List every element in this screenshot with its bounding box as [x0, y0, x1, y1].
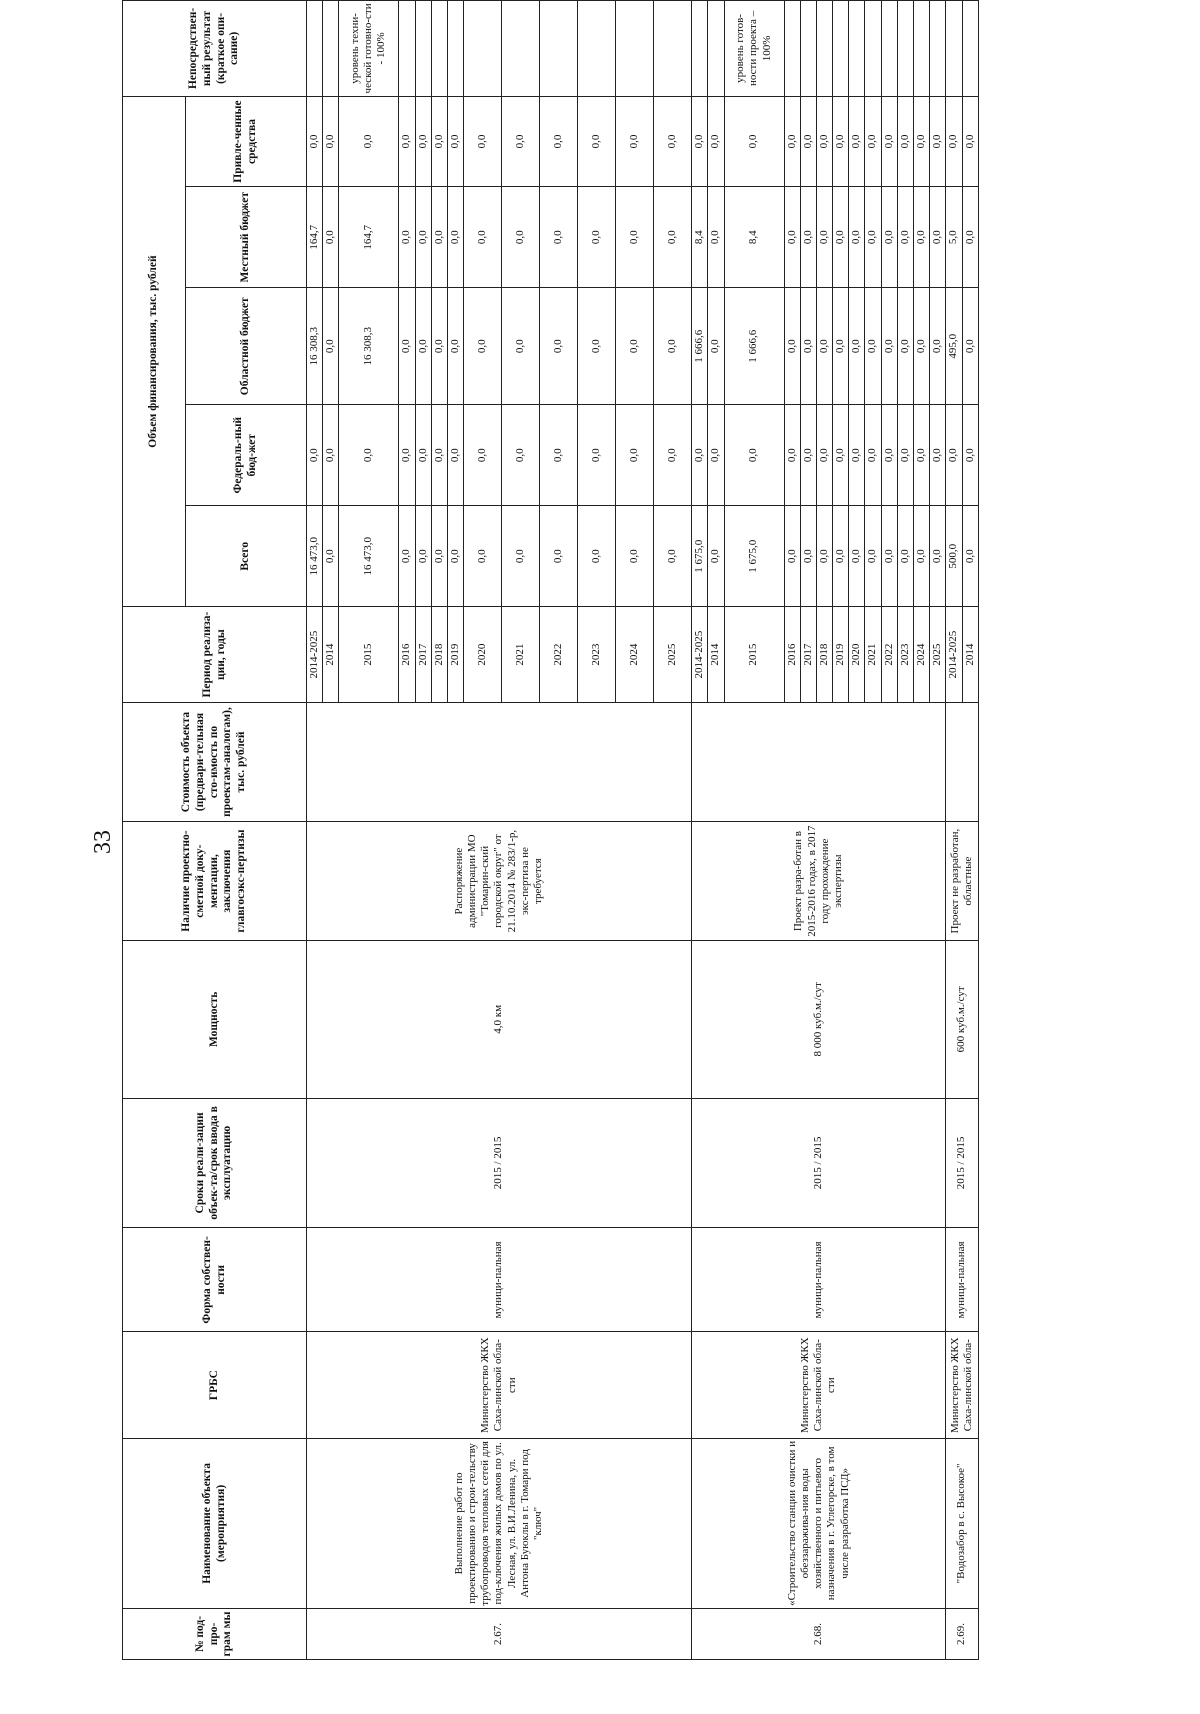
attracted-cell: 0,0: [431, 96, 447, 186]
period-cell: 2023: [897, 607, 913, 703]
object-terms: 2015 / 2015: [692, 1098, 946, 1228]
total-cell: 0,0: [447, 506, 463, 607]
result-cell: [464, 1, 502, 97]
period-cell: 2014-2025: [307, 607, 323, 703]
attracted-cell: 0,0: [339, 96, 399, 186]
period-cell: 2018: [431, 607, 447, 703]
object-ownership: муници-пальная: [307, 1228, 692, 1332]
federal-cell: 0,0: [399, 405, 415, 506]
result-cell: уровень техни-ческой готовно-сти - 100%: [339, 1, 399, 97]
federal-cell: 0,0: [724, 405, 784, 506]
local-cell: 0,0: [708, 187, 724, 288]
header-cost: Стоимость объекта (предвари-тельная сто-имость по проектам-аналогам), тыс. рублей: [123, 702, 307, 821]
regional-cell: 0,0: [930, 288, 946, 405]
result-cell: [323, 1, 339, 97]
federal-cell: 0,0: [578, 405, 616, 506]
attracted-cell: 0,0: [881, 96, 897, 186]
attracted-cell: 0,0: [323, 96, 339, 186]
period-cell: 2016: [399, 607, 415, 703]
regional-cell: 0,0: [881, 288, 897, 405]
period-cell: 2014-2025: [946, 607, 962, 703]
header-funding: Объем финансирования, тыс. рублей: [123, 96, 186, 606]
attracted-cell: 0,0: [833, 96, 849, 186]
local-cell: 0,0: [881, 187, 897, 288]
total-cell: 0,0: [897, 506, 913, 607]
period-cell: 2024: [914, 607, 930, 703]
federal-cell: 0,0: [540, 405, 578, 506]
federal-cell: 0,0: [816, 405, 832, 506]
result-cell: [865, 1, 881, 97]
attracted-cell: 0,0: [540, 96, 578, 186]
total-cell: 0,0: [881, 506, 897, 607]
attracted-cell: 0,0: [962, 96, 978, 186]
regional-cell: 0,0: [447, 288, 463, 405]
attracted-cell: 0,0: [865, 96, 881, 186]
regional-cell: 0,0: [914, 288, 930, 405]
object-cost: [307, 702, 692, 821]
attracted-cell: 0,0: [447, 96, 463, 186]
total-cell: 0,0: [464, 506, 502, 607]
regional-cell: 0,0: [654, 288, 692, 405]
period-cell: 2014: [323, 607, 339, 703]
total-cell: 0,0: [816, 506, 832, 607]
attracted-cell: 0,0: [930, 96, 946, 186]
object-capacity: 4,0 км: [307, 941, 692, 1098]
total-cell: 0,0: [849, 506, 865, 607]
result-cell: [578, 1, 616, 97]
object-name: «Строительство станции очистки и обеззаражива-ния воды хозяйственного и питьевого назначения в г. Углегорске, в том числе разработка ПСД»: [692, 1438, 946, 1608]
header-attracted: Привле-ченные средства: [186, 96, 307, 186]
header-regional: Областной бюджет: [186, 288, 307, 405]
object-psd: Проект разра-ботан в 2015-2016 годах, в 2017 году прохождение экспертизы: [692, 822, 946, 941]
total-cell: 0,0: [323, 506, 339, 607]
header-grbs: ГРБС: [123, 1332, 307, 1438]
period-cell: 2018: [816, 607, 832, 703]
federal-cell: 0,0: [616, 405, 654, 506]
result-cell: [800, 1, 816, 97]
total-cell: 0,0: [502, 506, 540, 607]
object-capacity: 600 куб.м./сут: [946, 941, 978, 1098]
attracted-cell: 0,0: [307, 96, 323, 186]
federal-cell: 0,0: [849, 405, 865, 506]
attracted-cell: 0,0: [800, 96, 816, 186]
local-cell: 5,0: [946, 187, 962, 288]
federal-cell: 0,0: [415, 405, 431, 506]
table-body: [307, 1, 979, 1660]
period-cell: 2024: [616, 607, 654, 703]
object-cost: [692, 702, 946, 821]
regional-cell: 0,0: [415, 288, 431, 405]
header-terms: Сроки реали-зации объек-та/срок ввода в эксплуатацию: [123, 1098, 307, 1228]
attracted-cell: 0,0: [914, 96, 930, 186]
result-cell: [692, 1, 708, 97]
object-psd: Распоряжение администрации МО "Томарин-ский городской округ" от 21.10.2014 № 283/1-р, экс-пертиза не требуется: [307, 822, 692, 941]
object-terms: 2015 / 2015: [307, 1098, 692, 1228]
period-cell: 2021: [865, 607, 881, 703]
regional-cell: 0,0: [616, 288, 654, 405]
result-cell: [962, 1, 978, 97]
header-total: Всего: [186, 506, 307, 607]
header-capacity: Мощность: [123, 941, 307, 1098]
period-cell: 2015: [724, 607, 784, 703]
object-terms: 2015 / 2015: [946, 1098, 978, 1228]
attracted-cell: 0,0: [946, 96, 962, 186]
federal-cell: 0,0: [307, 405, 323, 506]
header-local: Местный бюджет: [186, 187, 307, 288]
regional-cell: 0,0: [708, 288, 724, 405]
result-cell: [930, 1, 946, 97]
object-number: 2.69.: [946, 1608, 978, 1659]
regional-cell: 0,0: [502, 288, 540, 405]
regional-cell: 0,0: [800, 288, 816, 405]
period-cell: 2016: [784, 607, 800, 703]
federal-cell: 0,0: [946, 405, 962, 506]
local-cell: 164,7: [307, 187, 323, 288]
attracted-cell: 0,0: [654, 96, 692, 186]
total-cell: 0,0: [962, 506, 978, 607]
local-cell: 0,0: [962, 187, 978, 288]
result-cell: [708, 1, 724, 97]
period-cell: 2025: [654, 607, 692, 703]
federal-cell: 0,0: [897, 405, 913, 506]
local-cell: 0,0: [897, 187, 913, 288]
local-cell: 0,0: [578, 187, 616, 288]
attracted-cell: 0,0: [415, 96, 431, 186]
regional-cell: 0,0: [816, 288, 832, 405]
federal-cell: 0,0: [431, 405, 447, 506]
regional-cell: 16 308,3: [307, 288, 323, 405]
object-psd: Проект не разработан, областные: [946, 822, 978, 941]
period-cell: 2022: [540, 607, 578, 703]
total-cell: 0,0: [708, 506, 724, 607]
local-cell: 0,0: [800, 187, 816, 288]
federal-cell: 0,0: [692, 405, 708, 506]
federal-cell: 0,0: [447, 405, 463, 506]
attracted-cell: 0,0: [616, 96, 654, 186]
result-cell: [881, 1, 897, 97]
period-cell: 2019: [447, 607, 463, 703]
result-cell: [540, 1, 578, 97]
result-cell: [502, 1, 540, 97]
local-cell: 0,0: [865, 187, 881, 288]
attracted-cell: 0,0: [578, 96, 616, 186]
regional-cell: 0,0: [540, 288, 578, 405]
local-cell: 0,0: [431, 187, 447, 288]
period-cell: 2021: [502, 607, 540, 703]
total-cell: 0,0: [930, 506, 946, 607]
rotated-table-container: [122, 0, 1200, 1660]
local-cell: 0,0: [447, 187, 463, 288]
federal-cell: 0,0: [881, 405, 897, 506]
regional-cell: 0,0: [865, 288, 881, 405]
total-cell: 0,0: [578, 506, 616, 607]
result-cell: [946, 1, 962, 97]
attracted-cell: 0,0: [897, 96, 913, 186]
total-cell: 0,0: [833, 506, 849, 607]
federal-cell: 0,0: [339, 405, 399, 506]
attracted-cell: 0,0: [724, 96, 784, 186]
period-cell: 2020: [464, 607, 502, 703]
federal-cell: 0,0: [930, 405, 946, 506]
object-ownership: муници-пальная: [946, 1228, 978, 1332]
federal-cell: 0,0: [323, 405, 339, 506]
regional-cell: 0,0: [431, 288, 447, 405]
total-cell: 0,0: [616, 506, 654, 607]
attracted-cell: 0,0: [692, 96, 708, 186]
result-cell: [307, 1, 323, 97]
local-cell: 0,0: [415, 187, 431, 288]
total-cell: 1 675,0: [692, 506, 708, 607]
local-cell: 0,0: [323, 187, 339, 288]
federal-cell: 0,0: [865, 405, 881, 506]
local-cell: 0,0: [540, 187, 578, 288]
total-cell: 0,0: [784, 506, 800, 607]
local-cell: 0,0: [914, 187, 930, 288]
header-result: Непосредствен-ный результат (краткое опи-сание): [123, 1, 307, 97]
local-cell: 164,7: [339, 187, 399, 288]
object-number: 2.67.: [307, 1608, 692, 1659]
regional-cell: 0,0: [897, 288, 913, 405]
local-cell: 0,0: [849, 187, 865, 288]
federal-cell: 0,0: [502, 405, 540, 506]
result-cell: [616, 1, 654, 97]
federal-cell: 0,0: [654, 405, 692, 506]
local-cell: 0,0: [399, 187, 415, 288]
local-cell: 0,0: [654, 187, 692, 288]
attracted-cell: 0,0: [502, 96, 540, 186]
period-cell: 2017: [800, 607, 816, 703]
result-cell: [914, 1, 930, 97]
total-cell: 0,0: [399, 506, 415, 607]
local-cell: 0,0: [784, 187, 800, 288]
table-row: [307, 1, 323, 1660]
header-psd: Наличие проектно-сметной доку-ментации, заключения главгосэкс-пертизы: [123, 822, 307, 941]
header-name: Наименование объекта (мероприятия): [123, 1438, 307, 1608]
period-cell: 2025: [930, 607, 946, 703]
regional-cell: 0,0: [578, 288, 616, 405]
total-cell: 0,0: [914, 506, 930, 607]
result-cell: [833, 1, 849, 97]
local-cell: 0,0: [833, 187, 849, 288]
regional-cell: 0,0: [323, 288, 339, 405]
regional-cell: 495,0: [946, 288, 962, 405]
total-cell: 0,0: [654, 506, 692, 607]
federal-cell: 0,0: [914, 405, 930, 506]
object-grbs: Министерство ЖКХ Саха-линской обла-сти: [307, 1332, 692, 1438]
total-cell: 16 473,0: [339, 506, 399, 607]
object-ownership: муници-пальная: [692, 1228, 946, 1332]
period-cell: 2014: [708, 607, 724, 703]
total-cell: 0,0: [540, 506, 578, 607]
period-cell: 2019: [833, 607, 849, 703]
result-cell: [431, 1, 447, 97]
total-cell: 16 473,0: [307, 506, 323, 607]
regional-cell: 0,0: [849, 288, 865, 405]
object-capacity: 8 000 куб.м./сут: [692, 941, 946, 1098]
attracted-cell: 0,0: [849, 96, 865, 186]
regional-cell: 0,0: [399, 288, 415, 405]
total-cell: 1 675,0: [724, 506, 784, 607]
result-cell: [897, 1, 913, 97]
total-cell: 0,0: [431, 506, 447, 607]
total-cell: 0,0: [415, 506, 431, 607]
result-cell: уровень готов-ности проекта – 100%: [724, 1, 784, 97]
regional-cell: 0,0: [962, 288, 978, 405]
regional-cell: 0,0: [833, 288, 849, 405]
attracted-cell: 0,0: [708, 96, 724, 186]
total-cell: 500,0: [946, 506, 962, 607]
result-cell: [447, 1, 463, 97]
object-cost: [946, 702, 978, 821]
object-name: "Водозабор в с. Высокое": [946, 1438, 978, 1608]
local-cell: 0,0: [930, 187, 946, 288]
federal-cell: 0,0: [833, 405, 849, 506]
period-cell: 2017: [415, 607, 431, 703]
regional-cell: 16 308,3: [339, 288, 399, 405]
result-cell: [784, 1, 800, 97]
header-ownership: Форма собствен-ности: [123, 1228, 307, 1332]
period-cell: 2014-2025: [692, 607, 708, 703]
result-cell: [816, 1, 832, 97]
result-cell: [415, 1, 431, 97]
table-row: [692, 1, 708, 1660]
period-cell: 2014: [962, 607, 978, 703]
result-cell: [654, 1, 692, 97]
federal-cell: 0,0: [464, 405, 502, 506]
period-cell: 2022: [881, 607, 897, 703]
local-cell: 8,4: [692, 187, 708, 288]
object-number: 2.68.: [692, 1608, 946, 1659]
regional-cell: 0,0: [464, 288, 502, 405]
federal-cell: 0,0: [708, 405, 724, 506]
total-cell: 0,0: [865, 506, 881, 607]
total-cell: 0,0: [800, 506, 816, 607]
header-period: Период реализа-ции, годы: [123, 607, 307, 703]
result-cell: [849, 1, 865, 97]
local-cell: 0,0: [464, 187, 502, 288]
objects-table: [122, 0, 979, 1660]
header-federal: Федераль-ный бюд-жет: [186, 405, 307, 506]
local-cell: 0,0: [616, 187, 654, 288]
table-row: [946, 1, 962, 1660]
attracted-cell: 0,0: [784, 96, 800, 186]
result-cell: [399, 1, 415, 97]
attracted-cell: 0,0: [399, 96, 415, 186]
object-name: Выполнение работ по проектированию и строи-тельству трубопроводов тепловых сетей для под-ключения жилых домов по ул. Лесная, ул. В.И.Ленина, ул. Антона Буюклы в г. Томари под "ключ": [307, 1438, 692, 1608]
local-cell: 0,0: [502, 187, 540, 288]
period-cell: 2015: [339, 607, 399, 703]
period-cell: 2023: [578, 607, 616, 703]
regional-cell: 1 666,6: [724, 288, 784, 405]
federal-cell: 0,0: [962, 405, 978, 506]
attracted-cell: 0,0: [464, 96, 502, 186]
object-grbs: Министерство ЖКХ Саха-линской обла-сти: [692, 1332, 946, 1438]
page-number: 33: [90, 830, 116, 854]
object-grbs: Министерство ЖКХ Саха-линской обла-: [946, 1332, 978, 1438]
local-cell: 0,0: [816, 187, 832, 288]
regional-cell: 1 666,6: [692, 288, 708, 405]
period-cell: 2020: [849, 607, 865, 703]
local-cell: 8,4: [724, 187, 784, 288]
federal-cell: 0,0: [784, 405, 800, 506]
header-num: № под-про-грам мы: [123, 1608, 307, 1659]
attracted-cell: 0,0: [816, 96, 832, 186]
federal-cell: 0,0: [800, 405, 816, 506]
regional-cell: 0,0: [784, 288, 800, 405]
